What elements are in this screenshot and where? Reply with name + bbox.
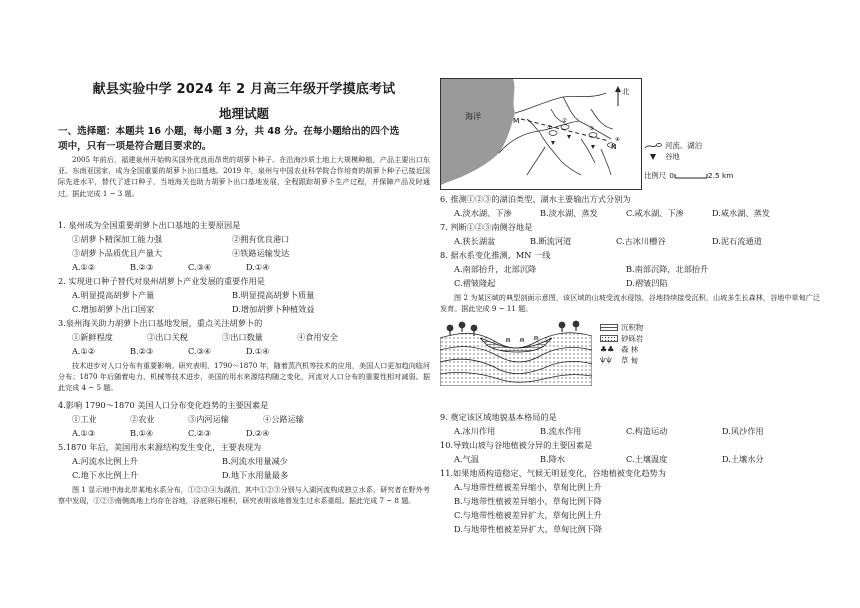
item: ②出口关税: [147, 332, 188, 342]
choice-d[interactable]: D.风沙作用: [722, 426, 764, 436]
scale-bar: [644, 170, 733, 181]
exam-title: 献县实验中学 2024 年 2 月高三年级开学摸底考试: [92, 82, 396, 97]
question-4-stem: 4.影响 1790～1870 美国人口分布变化趋势的主要因素是: [58, 400, 269, 410]
question-10-stem: 10.导致山坡与谷地植被分异的主要因素是: [440, 440, 593, 450]
choice-c[interactable]: C.②③: [188, 428, 212, 438]
choice-b[interactable]: B.流水作用: [540, 426, 582, 436]
question-1-items-b: [58, 246, 430, 260]
legend-valley: 谷地: [644, 151, 702, 162]
choice-d[interactable]: D.与地带性植被差异扩大，草甸比例下降: [454, 524, 603, 534]
valley-legend-icon: [644, 153, 662, 161]
choice-a[interactable]: A.河流水比例上升: [72, 456, 138, 466]
exam-subtitle: 地理试题: [218, 106, 269, 121]
question-7-stem: 7. 判断①②③南侧谷地是: [440, 222, 533, 232]
scale-value: 2.5 km: [707, 171, 734, 180]
choice-b[interactable]: B.①④: [130, 428, 154, 438]
question-6-stem: 6. 推测①②③的湖泊类型、湖水主要输出方式分别为: [440, 194, 631, 204]
river-legend-icon: [644, 142, 662, 150]
lake-4-label: ④: [615, 137, 620, 143]
choice-a[interactable]: A.南部抬升，北部沉降: [454, 264, 537, 274]
choice-a[interactable]: A.①②: [72, 262, 96, 272]
choice-a[interactable]: A.①②: [72, 346, 96, 356]
question-7: [440, 220, 820, 248]
choice-b[interactable]: B.②③: [130, 346, 154, 356]
question-8: [440, 248, 820, 290]
passage-2: 技术进步对人口分布有重要影响。研究表明，1790～1870 年，随着蒸汽机等技术的应用，美国人口更加趋向临河分布；1870 年后随着电力、机械等技术进步，美国的用水来源结构随之变化，河流对人口分布的重要性相对减弱。据此完成 4 ~ 5 题。: [58, 361, 430, 393]
sea-label: 海洋: [465, 112, 481, 121]
question-4: [58, 398, 430, 440]
figure-2-section: [440, 316, 592, 386]
item: ③出口数量: [222, 332, 263, 342]
sediment-swatch: [600, 324, 618, 331]
lake-1-shape: [549, 131, 557, 136]
section-heading-line1: 一、选择题：本题共 16 小题，每小题 3 分，共 48 分。在每小题给出的四个选: [58, 126, 400, 137]
question-11: [440, 466, 820, 536]
choice-a[interactable]: A.气温: [454, 454, 479, 464]
forest-icon: ♣♣: [600, 345, 615, 354]
passage-1: 2005 年前后，福建泉州开始购买国外优良而昂贵的胡萝卜种子。在沿海沙质土地上大规模种植，产品主要出口东亚、东南亚国家，成为全国重要的胡萝卜出口基地。2019 年，泉州与中国农业科学院合作培育的胡萝卜种子已接近国际先进水平，替代了进口种子，当地海关也助力胡萝卜出口基地发展，全程跟踪胡萝卜生产过程，并保障产品及时通过。据此完成 1 ~ 3 题。: [58, 155, 430, 198]
choice-b[interactable]: B.降水: [540, 454, 565, 464]
sea-area: [441, 79, 515, 185]
question-4-choices: [58, 426, 430, 440]
choice-b[interactable]: B.河流水用量减少: [222, 456, 288, 466]
lake-1-label: ①: [547, 125, 552, 131]
lake-3-label: ③: [589, 126, 594, 132]
scale-bar-icon: [674, 172, 708, 180]
legend-gravel: 砂砾岩: [600, 333, 643, 344]
item: ③内河运输: [188, 414, 229, 424]
item: ③胡萝卜品质优且产量大: [72, 248, 163, 258]
meadow-symbols: [506, 336, 538, 342]
figure-2-legend: [600, 322, 643, 366]
item: ①胡萝卜精深加工能力强: [72, 234, 163, 244]
choice-d[interactable]: D.①④: [246, 262, 270, 272]
question-9: [440, 410, 820, 438]
section-svg: [440, 316, 592, 386]
question-1-stem: 1. 泉州成为全国重要胡萝卜出口基地的主要原因是: [58, 220, 241, 230]
choice-b[interactable]: B.与地带性植被差异缩小，草甸比例下降: [454, 496, 602, 506]
question-1-choices: [58, 260, 430, 274]
item: ④公路运输: [263, 414, 304, 424]
legend-forest: ♣♣ 森 林: [600, 345, 639, 354]
item: ④铁路运输发达: [232, 248, 290, 258]
figure-1-legend: [644, 140, 702, 162]
choice-c[interactable]: C.古冰川槽谷: [616, 236, 666, 246]
section-heading-line2: 项中，只有一项是符合题目要求的。: [58, 141, 212, 152]
gravel-swatch: [600, 335, 618, 342]
legend-sediment: 沉积物: [600, 322, 643, 333]
question-2-stem: 2. 实现进口种子替代对泉州胡萝卜产业发展的重要作用是: [58, 276, 265, 286]
choice-a[interactable]: A.明显提高胡萝卜产量: [72, 290, 155, 300]
choice-d[interactable]: D.②④: [246, 428, 270, 438]
choice-d[interactable]: D.①④: [246, 346, 270, 356]
question-9-stem: 9. 奠定该区域地貌基本格局的是: [440, 412, 557, 422]
legend-river: 河流、湖泊: [644, 140, 702, 151]
north-arrow: [612, 84, 632, 111]
lake-2-label: ②: [562, 118, 567, 124]
scale-zero: 0: [669, 171, 674, 180]
lake-2-shape: [561, 125, 569, 130]
valley-symbols: [551, 135, 595, 149]
map-svg: [441, 79, 641, 189]
item: ①新鲜程度: [72, 332, 113, 342]
question-2-choices-row2: [58, 302, 430, 316]
question-8-stem: 8. 据水系变化推测，MN 一线: [440, 250, 551, 260]
choice-c[interactable]: C.土壤温度: [626, 454, 668, 464]
passage-4: 图 2 为某区域的典型剖面示意图，该区域的山坡受流水侵蚀，谷地持续接受沉积，山坡多生长森林，谷地中草甸广泛发育。据此完成 9 ~ 11 题。: [440, 293, 820, 314]
choice-c[interactable]: C.咸水湖、下渗: [626, 208, 684, 218]
choice-a[interactable]: A.冰川作用: [454, 426, 496, 436]
choice-d[interactable]: D.地下水用量最多: [222, 470, 289, 480]
choice-c[interactable]: C.地下水比例上升: [72, 470, 138, 480]
choice-a[interactable]: A.狭长湖盆: [454, 236, 496, 246]
question-8-choices-row1: [440, 262, 820, 276]
north-label: 北: [622, 87, 630, 96]
question-5: [58, 440, 430, 482]
question-10-choices: [440, 452, 820, 466]
question-1: [58, 218, 430, 274]
choice-c[interactable]: C.增加胡萝卜出口国家: [72, 304, 155, 314]
question-7-choices: [440, 234, 820, 248]
question-3-choices: [58, 344, 430, 358]
question-8-choices-row2: [440, 276, 820, 290]
choice-d[interactable]: D.增加胡萝卜种植效益: [232, 304, 315, 314]
choice-b[interactable]: B.断流河道: [530, 236, 572, 246]
question-2: [58, 274, 430, 316]
choice-c[interactable]: C.与地带性植被差异扩大，草甸比例上升: [454, 510, 602, 520]
question-1-items-a: [58, 232, 430, 246]
choice-b[interactable]: B.南部沉降，北部抬升: [626, 264, 709, 274]
point-m-label: M: [513, 116, 520, 125]
choice-b[interactable]: B.淡水湖、蒸发: [540, 208, 598, 218]
section-heading: [58, 124, 430, 154]
choice-b[interactable]: B.②③: [130, 262, 154, 272]
question-5-choices-row2: [58, 468, 430, 482]
question-3-items: [58, 330, 430, 344]
question-4-items: [58, 412, 430, 426]
question-5-stem: 5.1870 年后，美国用水来源结构发生变化，主要表现为: [58, 442, 262, 452]
choice-c[interactable]: C.③④: [188, 262, 212, 272]
question-2-choices-row1: [58, 288, 430, 302]
choice-a[interactable]: A.与地带性植被差异缩小，草甸比例上升: [454, 482, 602, 492]
choice-a[interactable]: A.淡水湖、下渗: [454, 208, 512, 218]
question-6-choices: [440, 206, 820, 220]
choice-c[interactable]: C.褶皱隆起: [454, 278, 496, 288]
legend-meadow: ѱѱ 草 甸: [600, 356, 639, 365]
point-n-label: N: [611, 142, 617, 151]
question-3: [58, 316, 430, 358]
choice-a[interactable]: A.①③: [72, 428, 96, 438]
choice-d[interactable]: D.褶皱凹陷: [626, 278, 668, 288]
item: ②拥有优良港口: [232, 234, 290, 244]
choice-c[interactable]: C.构造运动: [626, 426, 668, 436]
question-9-choices: [440, 424, 820, 438]
scale-label: 比例尺: [644, 171, 667, 180]
question-3-stem: 3.泉州海关助力胡萝卜出口基地发展，重点关注胡萝卜的: [58, 318, 263, 328]
question-10: [440, 438, 820, 466]
question-6: [440, 192, 820, 220]
question-5-choices-row1: [58, 454, 430, 468]
choice-d[interactable]: D.咸水湖、蒸发: [712, 208, 770, 218]
passage-3: 图 1 显示地中海北岸某地水系分布，①②③④为湖泊，其中①②③分别与入湖河流构成独立水系，研究者在野外考察中发现，①②③南侧高地上均存在谷地，谷底卵石堆积，研究表明该地曾发生过水系重组。据此完成 7 ~ 8 题。: [58, 485, 430, 506]
choice-d[interactable]: D.泥石流通道: [712, 236, 762, 246]
item: ④食用安全: [297, 332, 338, 342]
choice-d[interactable]: D.土壤水分: [722, 454, 764, 464]
item: ②农业: [130, 414, 155, 424]
question-11-stem: 11.如果地质构造稳定、气候无明显变化，谷地植被变化趋势为: [440, 468, 666, 478]
meadow-icon: ѱѱ: [600, 356, 613, 364]
choice-b[interactable]: B.明显提高胡萝卜质量: [232, 290, 315, 300]
item: ①工业: [72, 414, 97, 424]
choice-c[interactable]: C.③④: [188, 346, 212, 356]
